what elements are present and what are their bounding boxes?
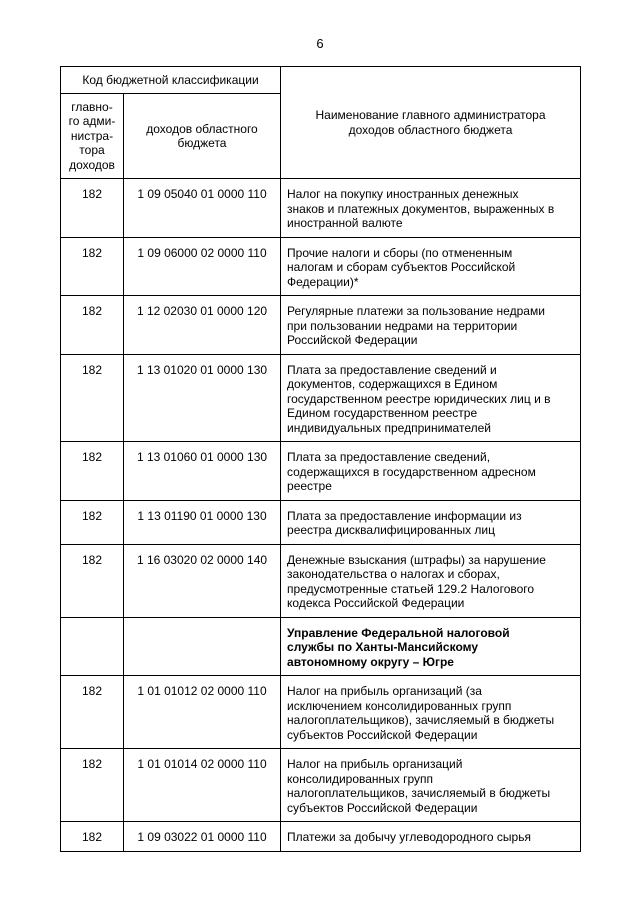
admin-code-cell: 182	[61, 676, 124, 749]
admin-code-cell: 182	[61, 500, 124, 544]
income-name-cell: Плата за предоставление информации из реестра дисквалифицированных лиц	[281, 500, 581, 544]
admin-code-cell: 182	[61, 544, 124, 617]
admin-code-cell: 182	[61, 179, 124, 238]
table-row	[61, 676, 581, 749]
income-code-cell: 1 09 03022 01 0000 110	[124, 822, 281, 852]
income-name-cell: Налог на покупку иностранных денежных знаков и платежных документов, выраженных в иностранной валюте	[281, 179, 581, 238]
income-code-cell: 1 13 01190 01 0000 130	[124, 500, 281, 544]
income-code-cell: 1 12 02030 01 0000 120	[124, 296, 281, 355]
admin-code-cell: 182	[61, 354, 124, 442]
admin-code-cell: 182	[61, 296, 124, 355]
income-code-cell: 1 09 06000 02 0000 110	[124, 237, 281, 296]
income-name-cell: Плата за предоставление сведений и документов, содержащихся в Едином государственном реестре юридических лиц и в Едином государственном реестре индивидуальных предпринимателей	[281, 354, 581, 442]
page-number: 6	[316, 36, 324, 51]
income-code-cell: 1 01 01014 02 0000 110	[124, 749, 281, 822]
income-name-cell: Плата за предоставление сведений, содержащихся в государственном адресном реестре	[281, 442, 581, 501]
admin-code-cell: 182	[61, 822, 124, 852]
table-row	[61, 544, 581, 617]
income-code-cell: 1 01 01012 02 0000 110	[124, 676, 281, 749]
table-row	[61, 617, 581, 676]
header-admin-code: главно- го адми- нистра- тора доходов	[61, 94, 124, 179]
table-row	[61, 500, 581, 544]
income-code-cell: 1 13 01020 01 0000 130	[124, 354, 281, 442]
table-row	[61, 296, 581, 355]
budget-classification-table	[60, 66, 581, 852]
income-name-cell: Регулярные платежи за пользование недрами при пользовании недрами на территории Российской Федерации	[281, 296, 581, 355]
income-code-cell	[124, 617, 281, 676]
income-code-cell: 1 16 03020 02 0000 140	[124, 544, 281, 617]
admin-code-cell: 182	[61, 442, 124, 501]
income-name-cell: Прочие налоги и сборы (по отмененным налогам и сборам субъектов Российской Федерации)*	[281, 237, 581, 296]
header-income-code: доходов областного бюджета	[124, 94, 281, 179]
admin-code-cell	[61, 617, 124, 676]
header-admin-name: Наименование главного администратора доходов областного бюджета	[281, 67, 581, 179]
section-heading-cell: Управление Федеральной налоговой службы по Ханты-Мансийскому автономному округу – Югре	[281, 617, 581, 676]
table-row	[61, 354, 581, 442]
table-row	[61, 749, 581, 822]
table-row	[61, 179, 581, 238]
income-name-cell: Денежные взыскания (штрафы) за нарушение законодательства о налогах и сборах, предусмотренные статьей 129.2 Налогового кодекса Российской Федерации	[281, 544, 581, 617]
income-code-cell: 1 13 01060 01 0000 130	[124, 442, 281, 501]
table-body	[61, 179, 581, 852]
income-name-cell: Налог на прибыль организаций консолидированных групп налогоплательщиков, зачисляемый в бюджеты субъектов Российской Федерации	[281, 749, 581, 822]
table-row	[61, 442, 581, 501]
admin-code-cell: 182	[61, 749, 124, 822]
income-name-cell: Платежи за добычу углеводородного сырья	[281, 822, 581, 852]
income-code-cell: 1 09 05040 01 0000 110	[124, 179, 281, 238]
income-name-cell: Налог на прибыль организаций (за исключением консолидированных групп налогоплательщиков), зачисляемый в бюджеты субъектов Российской Федерации	[281, 676, 581, 749]
table-row	[61, 237, 581, 296]
admin-code-cell: 182	[61, 237, 124, 296]
table-row	[61, 822, 581, 852]
header-kbk: Код бюджетной классификации	[61, 67, 281, 94]
